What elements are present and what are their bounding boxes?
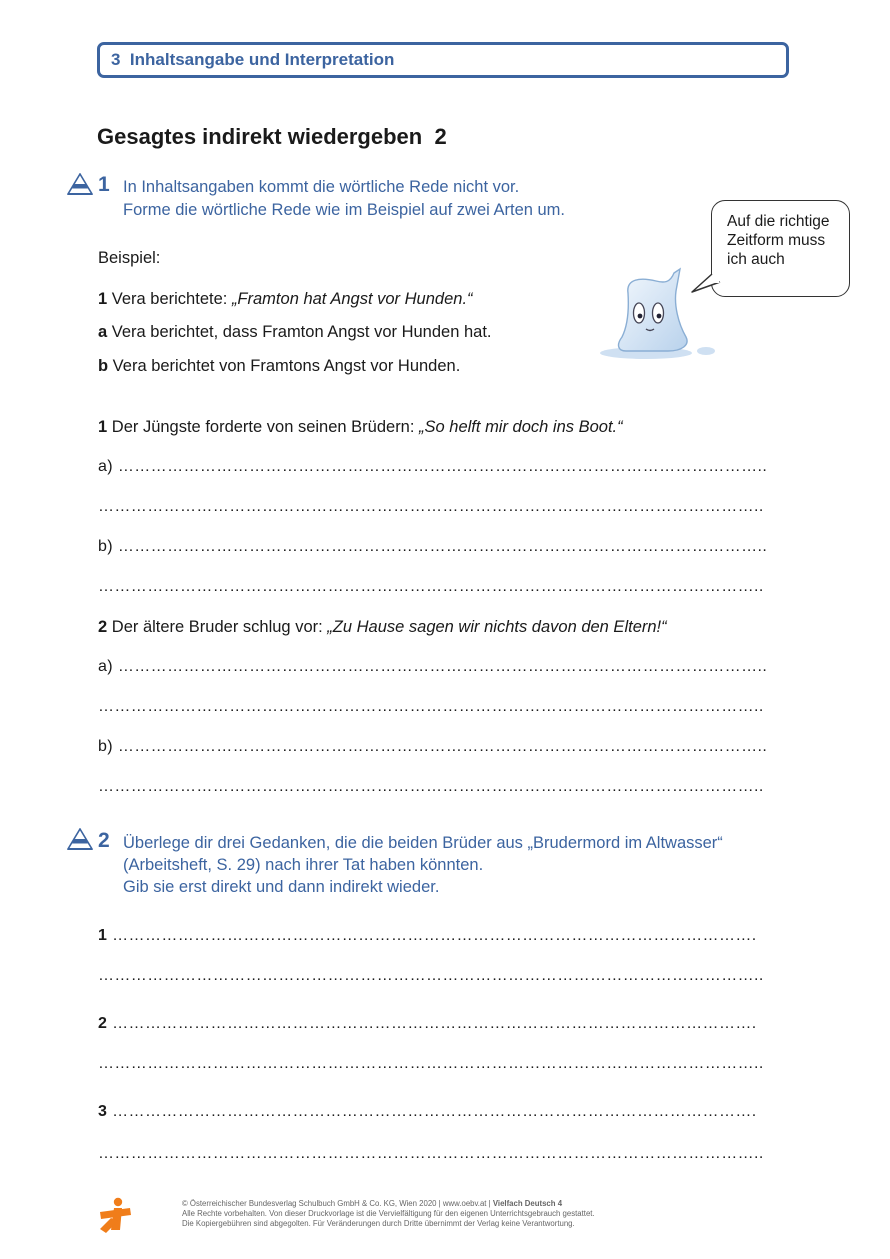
task-1-instruction-line-1: In Inhaltsangaben kommt die wörtliche Rede nicht vor. [123, 178, 520, 196]
answer-label-a: a) [98, 458, 114, 475]
pyramid-icon [67, 173, 93, 195]
answer-line[interactable]: ………………………………………………………………………………………………………….. [98, 967, 764, 984]
answer-line-numbered[interactable]: 1 ………………………………………………………………………………………………………. [98, 927, 757, 944]
answer-line[interactable]: ………………………………………………………………………………………………………….. [98, 498, 764, 515]
example-line [98, 323, 491, 342]
answer-line[interactable]: ………………………………………………………………………………………………………….. [98, 778, 764, 795]
item-text: Der ältere Bruder schlug vor: [107, 618, 328, 636]
mascot-figure [598, 265, 720, 360]
task-2-instruction-line-1: Überlege dir drei Gedanken, die die beiden Brüder aus „Brudermord im Altwasser“ [123, 834, 723, 852]
footer-line-1-prefix: © Österreichischer Bundesverlag Schulbuch GmbH & Co. KG, Wien 2020 | www.oebv.at | [182, 1199, 493, 1208]
answer-line[interactable]: ………………………………………………………………………………………………………….. [98, 698, 764, 715]
example-text: Vera berichtete: [107, 290, 232, 308]
task-2-instruction-line-2: (Arbeitsheft, S. 29) nach ihrer Tat haben könnten. [123, 856, 484, 874]
task-1-item [98, 618, 667, 637]
task-1-number: 1 [98, 173, 110, 196]
answer-label-b: b) [98, 738, 114, 755]
answer-line-numbered[interactable]: 3 ………………………………………………………………………………………………………. [98, 1103, 757, 1120]
answer-number: 2 [98, 1015, 108, 1032]
example-quote: „Framton hat Angst vor Hunden.“ [231, 290, 473, 308]
example-text: Vera berichtet von Framtons Angst vor Hunden. [108, 357, 461, 375]
footer-line-2: Alle Rechte vorbehalten. Von dieser Druckvorlage ist die Vervielfältigung für den eigenen Unterrichtsgebrauch gestattet. [182, 1209, 595, 1218]
pyramid-icon [67, 828, 93, 850]
answer-line-b[interactable]: b) ……………………………………………………………………………………………………….. [98, 538, 768, 555]
task-2-instruction-line-3: Gib sie erst direkt und dann indirekt wieder. [123, 878, 440, 896]
footer-book-title: Vielfach Deutsch 4 [492, 1199, 563, 1208]
answer-label-a: a) [98, 658, 114, 675]
answer-label-b: b) [98, 538, 114, 555]
item-marker: 1 [98, 418, 108, 436]
answer-line-a[interactable]: a) ……………………………………………………………………………………………………….. [98, 658, 768, 675]
example-line [98, 290, 473, 309]
example-text: Vera berichtet, dass Framton Angst vor Hunden hat. [107, 323, 492, 341]
page-title: Gesagtes indirekt wiedergeben 2 [97, 124, 447, 149]
item-quote: „Zu Hause sagen wir nichts davon den Eltern!“ [327, 618, 667, 636]
speech-bubble [711, 200, 850, 297]
chapter-title: 3 Inhaltsangabe und Interpretation [111, 50, 395, 69]
task-2-number: 2 [98, 829, 110, 852]
footer-line-3: Die Kopiergebühren sind abgegolten. Für Veränderungen durch Dritte übernimmt der Verlag keine Verantwortung. [182, 1219, 575, 1228]
answer-line-a[interactable]: a) ……………………………………………………………………………………………………….. [98, 458, 768, 475]
answer-number: 3 [98, 1103, 108, 1120]
example-line [98, 357, 460, 376]
item-text: Der Jüngste forderte von seinen Brüdern: [107, 418, 420, 436]
item-quote: „So helft mir doch ins Boot.“ [419, 418, 623, 436]
answer-line[interactable]: ………………………………………………………………………………………………………….. [98, 578, 764, 595]
footer-copyright [182, 1199, 595, 1229]
answer-line[interactable]: ………………………………………………………………………………………………………….. [98, 1055, 764, 1072]
example-marker: 1 [98, 290, 108, 308]
example-marker: a [98, 323, 108, 341]
publisher-logo-icon [96, 1196, 134, 1234]
task-1-item [98, 418, 623, 437]
chapter-header [97, 42, 789, 78]
speech-bubble-text: Auf die richtige Zeitform muss ich auch [727, 213, 830, 268]
example-marker: b [98, 357, 109, 375]
answer-number: 1 [98, 927, 108, 944]
task-1-instruction-line-2: Forme die wörtliche Rede wie im Beispiel auf zwei Arten um. [123, 201, 566, 219]
answer-line-numbered[interactable]: 2 ………………………………………………………………………………………………………. [98, 1015, 757, 1032]
example-label: Beispiel: [98, 249, 161, 267]
answer-line-b[interactable]: b) ……………………………………………………………………………………………………….. [98, 738, 768, 755]
item-marker: 2 [98, 618, 108, 636]
answer-line[interactable]: ………………………………………………………………………………………………………….. [98, 1145, 764, 1162]
